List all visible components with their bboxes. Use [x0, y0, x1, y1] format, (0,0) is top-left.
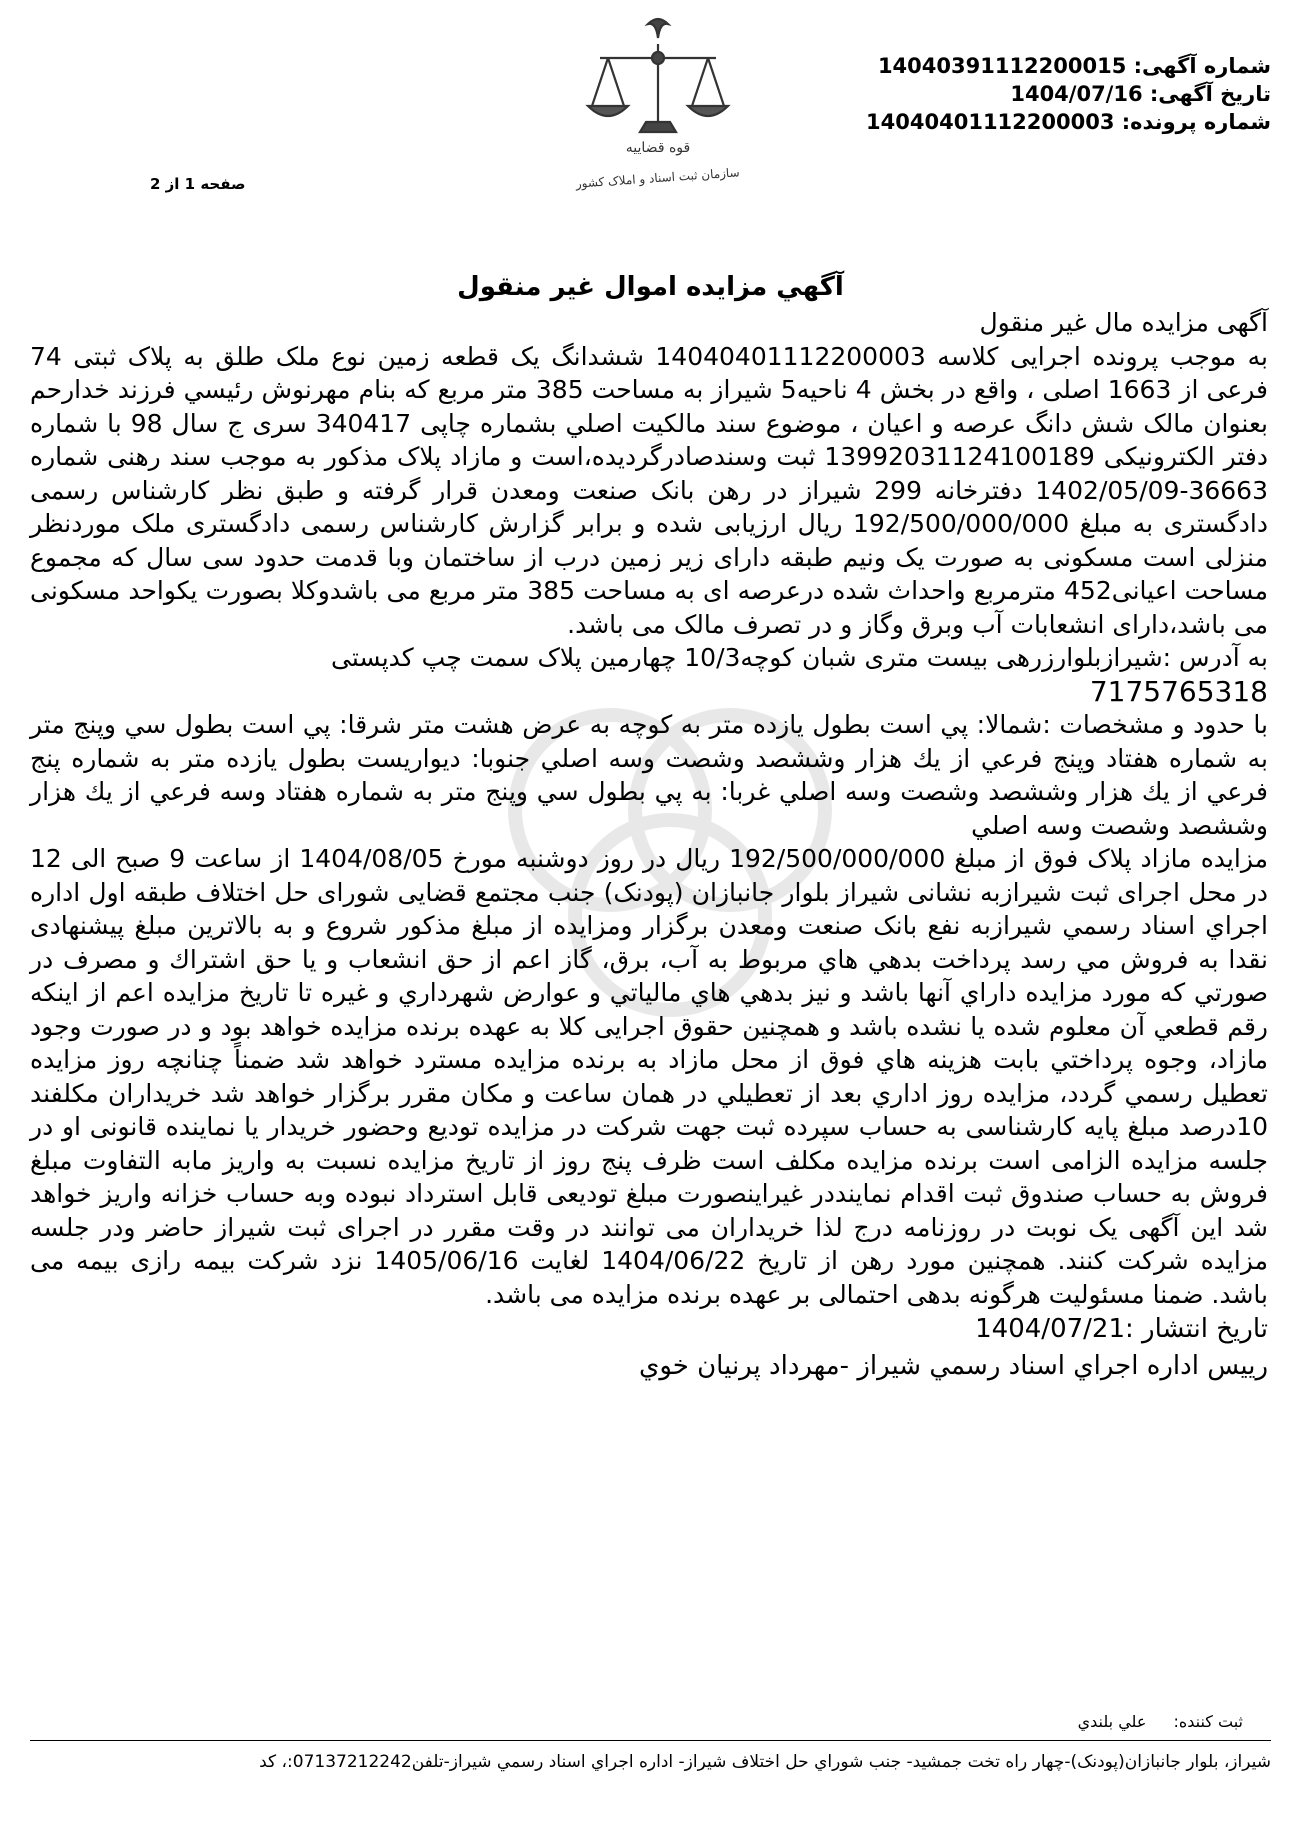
property-boundaries: با حدود و مشخصات :شمالا: پي است بطول يازده متر به كوچه به عرض هشت متر شرقا: پي است بطول سي وپنج متر به شماره هفتاد وپنج فرعي از يك هزار وششصد وشصت وسه اصلي جنوبا: ديواريست بطول يازده متر به شماره پنج فرعي از يك هزار وششصد وشصت وسه اصلي غربا: به پي بطول سي وپنج متر به شماره هفتاد وسه فرعي از يك هزار وششصد وشصت وسه اصلي	[30, 710, 1268, 840]
auction-terms: مزایده مازاد پلاک فوق از مبلغ 192/500/000/000 ریال در روز دوشنبه مورخ 1404/08/05 از ساعت 9 صبح الی 12 در محل اجرای ثبت شیرازبه نشانی شیراز بلوار جانبازان (پودنک) جنب مجتمع قضایی شورای حل اختلاف طبقه اول اداره اجراي اسناد رسمي شيرازبه نفع بانک صنعت ومعدن برگزار ومزايده از مبلغ مذكور شروع و به بالاترين مبلغ پيشنهادی نقدا به فروش مي رسد پرداخت بدهي هاي مربوط به آب، برق، گاز اعم از حق انشعاب و يا حق اشتراك و مصرف در صورتي كه مورد مزايده داراي آنها باشد و نيز بدهي هاي مالياتي و عوارض شهرداري و غيره تا تاريخ مزايده اعم از اينكه رقم قطعي آن معلوم شده يا نشده باشد و همچنین حقوق اجرایی کلا به عهده برنده مزايده خواهد بود و در صورت وجود مازاد، وجوه پرداختي بابت هزينه هاي فوق از محل مازاد به برنده مزايده مسترد خواهد شد ضمناً چنانچه روز مزايده تعطيل رسمي گردد، مزايده روز اداري بعد از تعطيلي در همان ساعت و مكان مقرر برگزار خواهد شد خریداران مکلفند 10درصد مبلغ پایه کارشناسی به حساب سپرده ثبت جهت شرکت در مزایده تودیع وحضور خریدار یا نماینده قانونی او در جلسه مزایده الزامی است برنده مزایده مکلف است ظرف پنج روز از تاریخ مزایده نسبت به واریز مابه التفاوت مبلغ فروش به حساب صندوق ثبت اقدام نمایندد‌ر غیراینصورت مبلغ تودیعی قابل استرداد نبوده وبه حساب خزانه واریز خواهد شد این آگهی یک نوبت در روزنامه درج لذا خریداران می توانند در وقت مقرر در اجرای ثبت شیراز حاضر ودر جلسه مزایده شرکت کنند. همچنین مورد رهن از تاریخ 1404/06/22 لغایت 1405/06/16 نزد شرکت بیمه رازی بیمه می باشد. ضمنا مسئولیت هرگونه بدهی احتمالی بر عهده برنده مزایده می باشد.	[30, 844, 1269, 1309]
footer-address: شیراز، بلوار جانبازان(پودنک)-چهار راه تخت جمشید- جنب شوراي حل اختلاف شیراز- اداره اجراي اسناد رسمي شیراز-تلفن07137212242:، کد	[259, 1752, 1271, 1772]
registrar-name: علي بلندي	[1077, 1712, 1147, 1731]
ad-number-row	[866, 52, 1271, 80]
ad-date-label: تاریخ آگهی:	[1149, 82, 1271, 106]
ad-number: 14040391112200015	[877, 54, 1127, 78]
footer-divider	[30, 1740, 1271, 1741]
page-indicator: صفحه 1 از 2	[150, 175, 246, 193]
notice-body	[30, 306, 1268, 1385]
logo-text-bottom: سازمان ثبت اسناد و املاک کشور	[575, 165, 741, 191]
postal-code: 7175765318	[1089, 674, 1268, 708]
ad-date: 1404/07/16	[1010, 82, 1143, 106]
ad-number-label: شماره آگهی:	[1133, 54, 1271, 78]
case-number: 14040401112200003	[866, 110, 1115, 134]
publish-date: تاریخ انتشار :1404/07/21	[975, 1314, 1268, 1344]
registrar-label: ثبت کننده:	[1173, 1712, 1243, 1731]
document-title: آگهي مزايده اموال غير منقول	[457, 272, 844, 302]
property-address: به آدرس :شیرازبلوارزرهی بیست متری شبان کوچه10/3 چهارمین پلاک سمت چپ کدپستی	[331, 643, 1268, 672]
notice-main-paragraph: به موجب پرونده اجرایی کلاسه 14040401112200003 ششدانگ یک قطعه زمین نوع ملک طلق به پلاک ثبتی 74 فرعی از 1663 اصلی ، واقع در بخش 4 ناحیه5 شیراز به مساحت 385 متر مربع که بنام مهرنوش رئیسي فرزند خدارحم بعنوان مالک شش دانگ عرصه و اعیان ، موضوع سند مالکیت اصلي بشماره چاپی 340417 سری ج سال 98 با شماره دفتر الکترونیکی 13992031124100189 ثبت وسندصادرگردیده،است و مازاد پلاک مذکور به موجب سند رهنی شماره 36663-1402/05/09 دفترخانه 299 شیراز در رهن بانک صنعت ومعدن قرار گرفته و طبق نظر کارشناس رسمی دادگستری به مبلغ 192/500/000/000 ریال ارزیابی شده و برابر گزارش کارشناس رسمی دادگستری ملک موردنظر منزلی است مسکونی به صورت یک ونیم طبقه دارای زیر زمین درب از ساختمان وبا قدمت حدود سی سال که مجموع مساحت اعیانی452 مترمربع واحداث شده درعرصه ای به مساحت 385 متر مربع می باشدوکلا بصورت یکواحد مسکونی می باشد،دارای انشعابات آب وبرق وگاز و در تصرف مالک می باشد.	[30, 341, 1268, 639]
case-number-label: شماره پرونده:	[1121, 110, 1271, 134]
registrar	[1078, 1712, 1243, 1731]
logo-text-top: قوه قضاییه	[625, 140, 691, 156]
signature: رييس اداره اجراي اسناد رسمي شيراز -مهرداد پرنيان خوي	[638, 1351, 1268, 1381]
notice-lead: آگهی مزایده مال غیر منقول	[979, 308, 1268, 337]
judiciary-emblem-logo	[548, 14, 768, 224]
case-number-row	[866, 108, 1271, 136]
ad-date-row	[866, 80, 1271, 108]
ad-metadata	[866, 52, 1271, 136]
